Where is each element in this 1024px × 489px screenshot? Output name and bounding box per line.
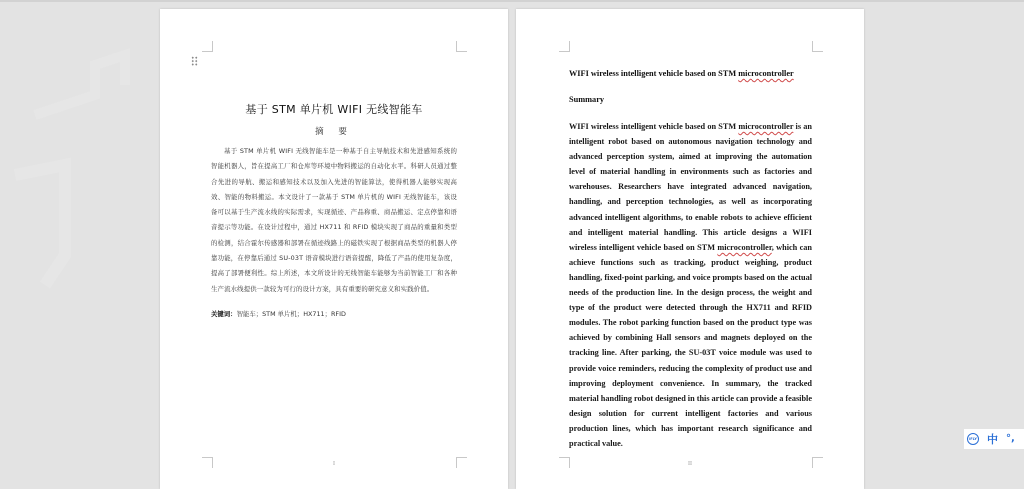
summary-body-en [569, 119, 812, 451]
summary-heading: Summary [569, 95, 605, 104]
ime-logo-icon[interactable]: iFLY [967, 433, 979, 445]
toolbar-shadow [0, 0, 1024, 2]
ime-punctuation-toggle[interactable]: °, [1006, 433, 1015, 444]
document-title-cn: 基于 STM 单片机 WIFI 无线智能车 [245, 103, 423, 116]
document-page-2[interactable] [516, 9, 864, 489]
page-number: II [688, 461, 692, 467]
keywords-line [211, 309, 457, 318]
title-text: WIFI wireless intelligent vehicle based on STM [569, 69, 739, 78]
abstract-body-cn: 基于 STM 单片机 WIFI 无线智能车是一种基于自主导航技术和先进感知系统的智能机器人，旨在提高工厂和仓库等环境中物料搬运的自动化水平。科研人员通过整合先进的导航、搬运和感知技术以及加入先进的智能算法，使得机器人能够实现高效、智能的物料搬运。本文设计了一款基于 STM 单片机的 WIFI 无线智能车，该设备可以基于生产流水线的实际需求，实现循迹、产品称重、商品搬运、定点停靠和语音提示等功能。在设计过程中，通过 HX711 和 RFID 模块实现了商品的重量和类型的检测，结合霍尔传感器和部署在循迹线路上的磁铁实现了根据商品类型的机器人停靠功能，在停靠后通过 SU-03T 语音模块进行语音提醒，降低了产品的使用复杂度，提高了部署便利性。综上所述，本文所设计的无线智能车能够为当前智能工厂和各种生产流水线提供一款较为可行的设计方案，具有重要的研究意义和实践价值。 [211, 147, 457, 293]
spellcheck-flagged-word[interactable]: microcontroller [738, 122, 794, 131]
table-move-handle-icon[interactable] [191, 56, 198, 66]
spellcheck-flagged-word[interactable]: microcontroller [738, 69, 794, 78]
document-title-en [569, 69, 819, 78]
ime-toolbar[interactable] [964, 429, 1024, 449]
margin-corner-marker [456, 41, 467, 52]
keywords-label: 关键词： [211, 310, 237, 318]
margin-corner-marker [559, 41, 570, 52]
margin-corner-marker [202, 41, 213, 52]
background-watermark [10, 25, 140, 325]
body-text: , which can achieve functions such as tracking, product weighing, product handling, fixed-point parking, and voice prompts based on the actual needs of the production line. In the design process, the weight and type of the product were detected through the HX711 and RFID modules. The robot parking function based on the product type was achieved by combining Hall sensors and magnets deployed on the tracking line. After parking, the SU-03T voice module was used to provide voice reminders, reducing the complexity of product use and improving deployment convenience. In summary, the tracked material handling robot designed in this article can provide a feasible design solution for current intelligent factories and various production lines, which has important research significance and practical value. [569, 242, 812, 448]
keywords-value: 智能车；STM 单片机；HX711；RFID [236, 310, 346, 318]
ime-language-toggle[interactable]: 中 [987, 433, 998, 446]
abstract-heading-cn: 摘 要 [315, 127, 353, 137]
document-page-1[interactable] [160, 9, 508, 489]
margin-corner-marker [812, 41, 823, 52]
body-text: is an intelligent robot based on autonomous navigation technology and advanced perception system, aimed at improving the automation level of material handling in environments such as factories and warehouses. Researchers have integrated advanced navigation, handling, and perception technologies, as well as incorporating advanced intelligent algorithms, to enable robots to achieve efficient and intelligent material handling. This article designs a WIFI wireless intelligent vehicle based on STM [569, 122, 812, 252]
spellcheck-flagged-word[interactable]: microcontroller [717, 242, 772, 252]
body-text: WIFI wireless intelligent vehicle based on STM [569, 122, 739, 131]
page-number: I [333, 461, 335, 467]
